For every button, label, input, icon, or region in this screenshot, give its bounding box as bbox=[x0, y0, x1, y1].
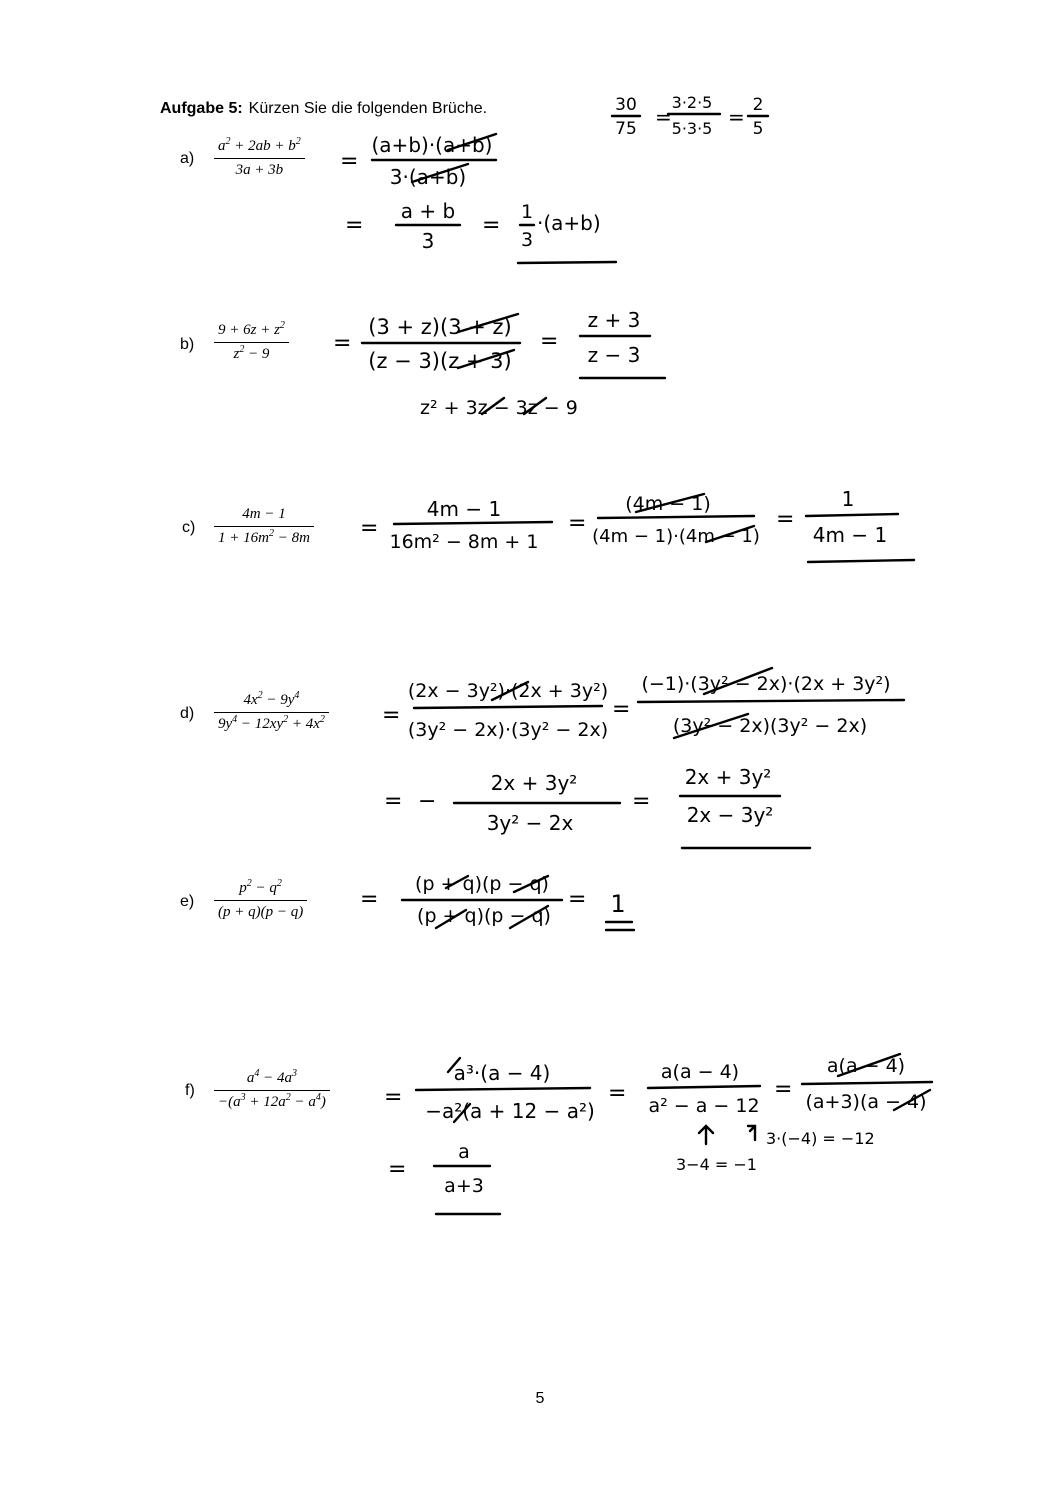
label-e: e) bbox=[180, 893, 195, 910]
handwritten-example bbox=[612, 93, 768, 139]
hw-f-step4-den: a+3 bbox=[444, 1175, 484, 1197]
hw-equals: = bbox=[360, 516, 379, 541]
fraction-f-denominator: $-(a^3 + 12a^2 - a^4)$ bbox=[218, 1092, 326, 1110]
hw-d-step1-den: (3y² − 2x)·(3y² − 2x) bbox=[407, 719, 609, 741]
hw-equals: = bbox=[333, 331, 352, 356]
hw-result-underline bbox=[518, 262, 616, 263]
hw-e-step1-num: (p + q)(p − q) bbox=[415, 873, 549, 895]
hw-minus: − bbox=[418, 789, 437, 814]
hw-fraction-bar bbox=[416, 1088, 590, 1090]
hw-f-step4-num: a bbox=[458, 1141, 470, 1163]
fraction-c-numerator: 4m − 1 bbox=[242, 506, 286, 522]
hw-c-step3-num: 1 bbox=[841, 487, 855, 511]
hw-b-note: z² + 3z − 3z − 9 bbox=[420, 397, 578, 419]
hw-equals: = bbox=[568, 511, 587, 536]
hw-example-lhs-den: 75 bbox=[615, 119, 637, 139]
handwritten-solution-b bbox=[333, 308, 665, 419]
hw-equals: = bbox=[382, 703, 401, 728]
hw-equals: = bbox=[776, 507, 795, 532]
hw-d-step4-num: 2x + 3y² bbox=[684, 765, 772, 789]
hw-b-step1-num: (3 + z)(3 + z) bbox=[368, 315, 512, 339]
hw-c-step2-den: (4m − 1)·(4m − 1) bbox=[592, 526, 760, 547]
hw-equals: = bbox=[384, 789, 403, 814]
fraction-d-denominator: $9y^4 - 12xy^2 + 4x^2$ bbox=[218, 714, 325, 732]
hw-equals: = bbox=[612, 697, 631, 722]
hw-b-step1-den: (z − 3)(z + 3) bbox=[368, 349, 512, 373]
hw-a-step3-pre: 1 bbox=[520, 201, 534, 223]
hw-d-step2-num: (−1)·(3y² − 2x)·(2x + 3y²) bbox=[641, 673, 891, 695]
hw-equals: = bbox=[540, 329, 559, 354]
hw-b-step2-num: z + 3 bbox=[587, 308, 641, 332]
hw-example-lhs-num: 30 bbox=[615, 95, 637, 115]
hw-a-step1-num: (a+b)·(a+b) bbox=[371, 133, 493, 157]
fraction-a-denominator: 3a + 3b bbox=[235, 162, 284, 178]
hw-equals: = bbox=[608, 1081, 627, 1106]
fraction-f-numerator: $a^4 - 4a^3$ bbox=[246, 1068, 297, 1086]
hw-arrow-bent bbox=[748, 1126, 755, 1140]
hw-example-res-den: 5 bbox=[752, 119, 764, 139]
hw-equals: = bbox=[388, 1157, 407, 1182]
hw-f-step3-den: (a+3)(a − 4) bbox=[805, 1091, 927, 1113]
hw-equals: = bbox=[655, 105, 672, 129]
hw-arrow-up bbox=[699, 1126, 713, 1144]
hw-fraction-bar bbox=[806, 514, 898, 516]
fraction-d-numerator: $4x^2 - 9y^4$ bbox=[243, 690, 300, 708]
handwritten-solution-c bbox=[360, 487, 914, 562]
hw-example-mid-den: 5·3·5 bbox=[671, 119, 713, 138]
hw-e-step1-den: (p + q)(p − q) bbox=[417, 905, 551, 927]
hw-a-step2-den: 3 bbox=[421, 229, 435, 253]
hw-fraction-bar bbox=[802, 1082, 932, 1084]
hw-f-note2: 3−4 = −1 bbox=[676, 1155, 757, 1174]
hw-f-step1-num: a³·(a − 4) bbox=[453, 1061, 551, 1085]
handwritten-solution-f bbox=[384, 1054, 932, 1214]
hw-c-step2-num: (4m − 1) bbox=[625, 493, 711, 515]
hw-d-step4-den: 2x − 3y² bbox=[686, 803, 774, 827]
hw-f-note1: 3·(−4) = −12 bbox=[766, 1129, 875, 1148]
hw-a-step3-post: ·(a+b) bbox=[537, 211, 601, 235]
hw-a-step3-den: 3 bbox=[520, 229, 534, 251]
fraction-c-denominator: $1 + 16m^2 - 8m$ bbox=[218, 528, 310, 546]
hw-f-step2-den: a² − a − 12 bbox=[648, 1095, 760, 1117]
hw-example-mid-num: 3·2·5 bbox=[671, 93, 713, 112]
hw-equals: = bbox=[340, 149, 359, 174]
handwritten-solution-e bbox=[360, 873, 634, 930]
hw-example-res-num: 2 bbox=[752, 95, 764, 115]
hw-a-step1-den: 3·(a+b) bbox=[389, 165, 467, 189]
hw-f-step2-num: a(a − 4) bbox=[660, 1061, 740, 1083]
hw-fraction-bar bbox=[638, 700, 904, 702]
fraction-e-denominator: (p + q)(p − q) bbox=[218, 904, 304, 920]
hw-c-step3-den: 4m − 1 bbox=[812, 523, 888, 547]
task-instruction: Kürzen Sie die folgenden Brüche. bbox=[248, 100, 488, 117]
hw-d-step1-num: (2x − 3y²)·(2x + 3y²) bbox=[407, 680, 609, 702]
hw-equals: = bbox=[482, 213, 501, 238]
hw-equals: = bbox=[345, 213, 364, 238]
label-d: d) bbox=[180, 705, 195, 722]
hw-e-result: 1 bbox=[610, 890, 626, 918]
hw-fraction-bar bbox=[394, 522, 552, 524]
hw-fraction-bar bbox=[648, 1086, 760, 1088]
hw-b-step2-den: z − 3 bbox=[587, 343, 641, 367]
hw-fraction-bar bbox=[598, 516, 754, 518]
hw-d-step3-den: 3y² − 2x bbox=[486, 811, 574, 835]
hw-a-step2-num: a + b bbox=[400, 199, 456, 223]
hw-equals: = bbox=[632, 789, 651, 814]
hw-d-step2-den: (3y² − 2x)(3y² − 2x) bbox=[672, 715, 868, 737]
hw-result-underline bbox=[808, 560, 914, 562]
hw-f-step1-den: −a²(a + 12 − a²) bbox=[425, 1099, 595, 1123]
handwritten-solution-a bbox=[340, 133, 616, 263]
fraction-b-denominator: $z^2 - 9$ bbox=[233, 344, 270, 362]
fraction-e-numerator: $p^2 - q^2$ bbox=[239, 878, 282, 896]
hw-d-step3-num: 2x + 3y² bbox=[490, 771, 578, 795]
hw-fraction-bar bbox=[414, 706, 602, 708]
task-title: Aufgabe 5: bbox=[160, 100, 243, 117]
hw-f-step3-num: a(a − 4) bbox=[826, 1055, 906, 1077]
hw-equals: = bbox=[384, 1085, 403, 1110]
label-f: f) bbox=[185, 1082, 195, 1099]
hw-c-step1-num: 4m − 1 bbox=[426, 497, 502, 521]
fraction-a-numerator: $a^2 + 2ab + b^2$ bbox=[218, 136, 301, 154]
label-a: a) bbox=[180, 150, 195, 167]
hw-equals: = bbox=[774, 1077, 793, 1102]
label-c: c) bbox=[182, 519, 196, 536]
hw-c-step1-den: 16m² − 8m + 1 bbox=[389, 531, 539, 553]
page-number: 5 bbox=[535, 1390, 545, 1407]
handwritten-solution-d bbox=[382, 668, 904, 848]
hw-equals: = bbox=[360, 887, 379, 912]
label-b: b) bbox=[180, 336, 195, 353]
hw-equals: = bbox=[568, 887, 587, 912]
hw-equals: = bbox=[728, 105, 745, 129]
fraction-b-numerator: $9 + 6z + z^2$ bbox=[218, 320, 285, 338]
